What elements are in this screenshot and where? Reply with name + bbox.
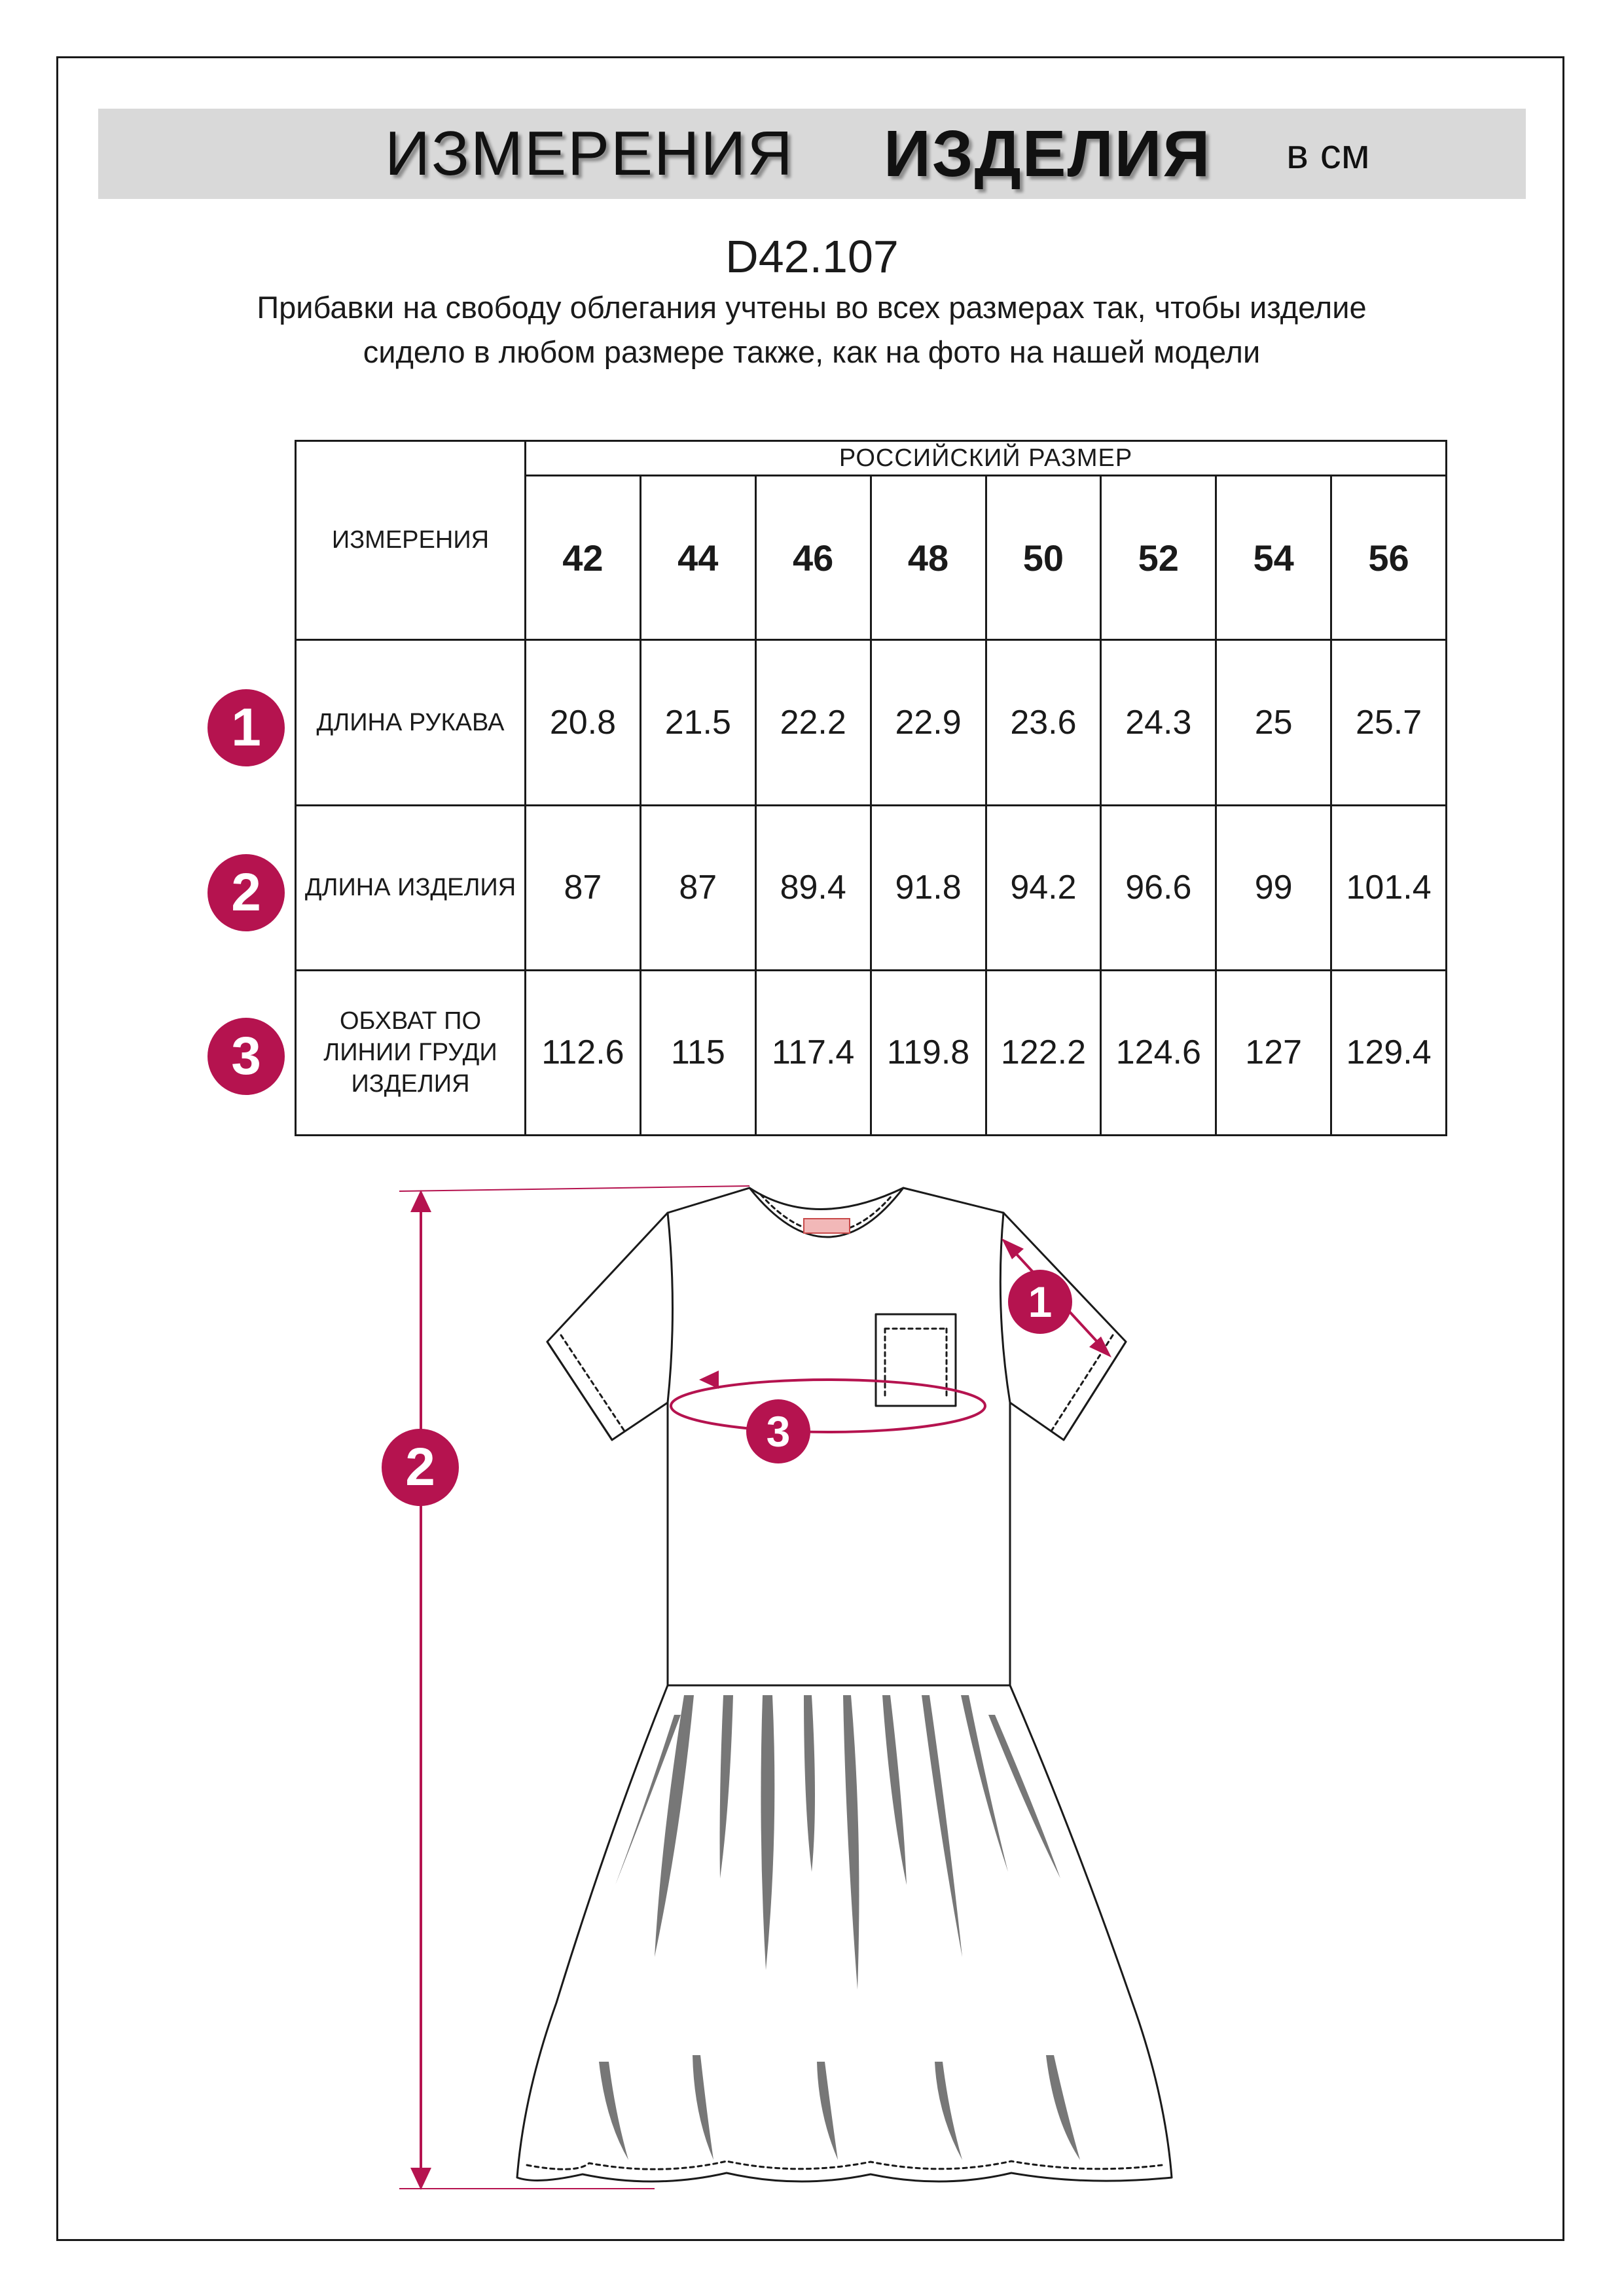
value-cell: 112.6	[526, 970, 641, 1135]
row-label: ДЛИНА ИЗДЕЛИЯ	[296, 805, 526, 970]
diagram-marker-sleeve: 1	[1008, 1270, 1072, 1334]
value-cell: 87	[526, 805, 641, 970]
value-cell: 24.3	[1101, 640, 1216, 805]
measurements-header: ИЗМЕРЕНИЯ	[296, 441, 526, 640]
row-number-badge: 2	[208, 854, 285, 931]
header-unit: в см	[1286, 130, 1370, 177]
diagram-marker-chest: 3	[746, 1399, 810, 1463]
measure-arrow	[410, 2168, 431, 2190]
value-cell: 23.6	[986, 640, 1101, 805]
value-cell: 124.6	[1101, 970, 1216, 1135]
size-cell: 46	[755, 476, 871, 640]
intro-text: Прибавки на свободу облегания учтены во всех размерах так, чтобы изделие сидело в любом размере также, как на фото на нашей модели	[257, 290, 1367, 369]
neck-label	[804, 1219, 850, 1233]
row-label: ДЛИНА РУКАВА	[296, 640, 526, 805]
diagram-marker-length: 2	[382, 1429, 459, 1506]
size-cell: 54	[1216, 476, 1331, 640]
value-cell: 127	[1216, 970, 1331, 1135]
size-cell: 44	[640, 476, 755, 640]
value-cell: 21.5	[640, 640, 755, 805]
size-cell: 50	[986, 476, 1101, 640]
measure-arrow	[410, 1190, 431, 1212]
value-cell: 25	[1216, 640, 1331, 805]
size-cell: 52	[1101, 476, 1216, 640]
value-cell: 119.8	[871, 970, 986, 1135]
russian-size-header: РОССИЙСКИЙ РАЗМЕР	[526, 441, 1447, 476]
value-cell: 122.2	[986, 970, 1101, 1135]
value-cell: 25.7	[1331, 640, 1447, 805]
value-cell: 87	[640, 805, 755, 970]
row-number-badge: 1	[208, 689, 285, 766]
header-title-regular: ИЗМЕРЕНИЯ	[385, 118, 794, 188]
value-cell: 22.9	[871, 640, 986, 805]
value-cell: 96.6	[1101, 805, 1216, 970]
length-guide-top	[399, 1186, 749, 1191]
value-cell: 101.4	[1331, 805, 1447, 970]
header-title-bold: ИЗДЕЛИЯ	[884, 117, 1212, 190]
value-cell: 129.4	[1331, 970, 1447, 1135]
value-cell: 89.4	[755, 805, 871, 970]
value-cell: 22.2	[755, 640, 871, 805]
article-number: D42.107	[725, 231, 899, 282]
row-label: ОБХВАТ ПО ЛИНИИ ГРУДИ ИЗДЕЛИЯ	[296, 970, 526, 1135]
row-number-badge: 3	[208, 1018, 285, 1095]
value-cell: 99	[1216, 805, 1331, 970]
value-cell: 117.4	[755, 970, 871, 1135]
value-cell: 20.8	[526, 640, 641, 805]
bodice-outline	[547, 1188, 1126, 1685]
value-cell: 91.8	[871, 805, 986, 970]
size-cell: 48	[871, 476, 986, 640]
value-cell: 94.2	[986, 805, 1101, 970]
size-cell: 42	[526, 476, 641, 640]
value-cell: 115	[640, 970, 755, 1135]
size-cell: 56	[1331, 476, 1447, 640]
